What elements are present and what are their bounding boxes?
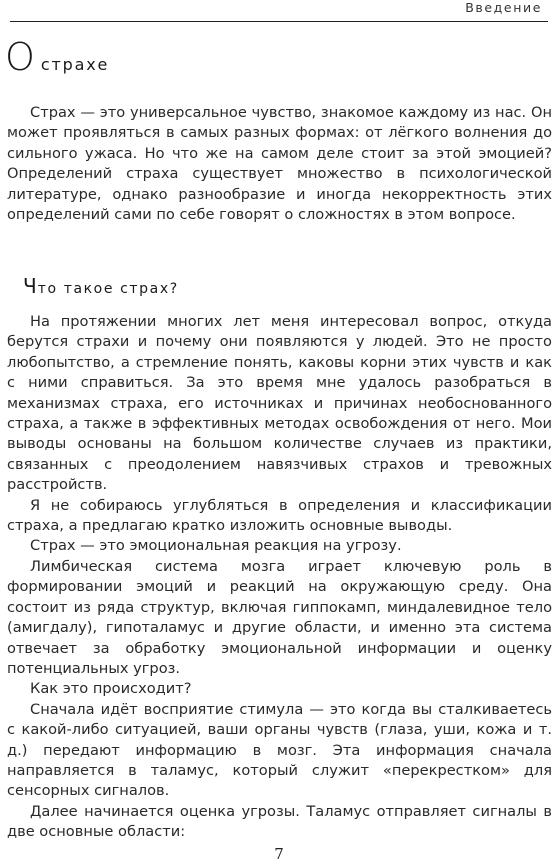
paragraph: Далее начинается оценка угрозы. Таламус отправляет сигналы в две основные области: <box>7 802 552 841</box>
section-body-intro <box>7 103 552 225</box>
header-rule <box>10 21 548 22</box>
paragraph: Страх — это эмоциональная реакция на угрозу. <box>30 537 402 555</box>
subsection-title-text: то такое страх? <box>37 281 179 297</box>
paragraph: Сначала идёт восприятие стимула — это когда вы сталкиваетесь с какой-либо ситуацией, ваши органы чувств (глаза, уши, кожа и т. д.) передают информацию в мозг. Эта информация сначала направляется в таламус, который служит «перекрестком» для сенсорных сигналов. <box>7 700 552 800</box>
section-title-text: страхе <box>40 55 110 74</box>
paragraph: Я не собираюсь углубляться в определения и классификации страха, а предлагаю кратко изложить основные выводы. <box>7 496 552 535</box>
subsection-title-chto-takoe-strah <box>23 274 179 298</box>
subsection-title-initial: Ч <box>23 274 37 298</box>
section-title-initial: О <box>5 35 35 79</box>
section-title-o-strahe <box>5 35 110 79</box>
running-head: Введение <box>465 0 542 15</box>
paragraph: Как это происходит? <box>30 680 192 698</box>
paragraph: На протяжении многих лет меня интересовал вопрос, откуда берутся страхи и почему они появляются у людей. Это не просто любопытство, а стремление понять, каковы корни этих чувств и как с ними справиться. За это время мне удалось разобраться в механизмах страха, его источниках и причинах необоснованного страха, а также в эффективных методах освобождения от него. Мои выводы основаны на большом количестве случаев из практики, связанных с преодолением навязчивых страхов и тревожных расстройств. <box>7 313 552 494</box>
paragraph: Страх — это универсальное чувство, знакомое каждому из нас. Он может проявляться в самых разных формах: от лёгкого волнения до сильного ужаса. Но что же на самом деле стоит за этой эмоцией? Определений страха существует множество в психологической литературе, однако разнообразие и иногда некорректность этих определений сами по себе говорят о сложностях в этом вопросе. <box>7 104 552 224</box>
paragraph: Лимбическая система мозга играет ключевую роль в формировании эмоций и реакций на окружающую среду. Она состоит из ряда структур, включая гиппокамп, миндалевидное тело (амигдалу), гипоталамус и другие области, и именно эта система отвечает за обработку эмоциональной информации и оценку потенциальных угроз. <box>7 557 552 677</box>
page-number: 7 <box>274 845 284 863</box>
section-body-main <box>7 312 552 843</box>
